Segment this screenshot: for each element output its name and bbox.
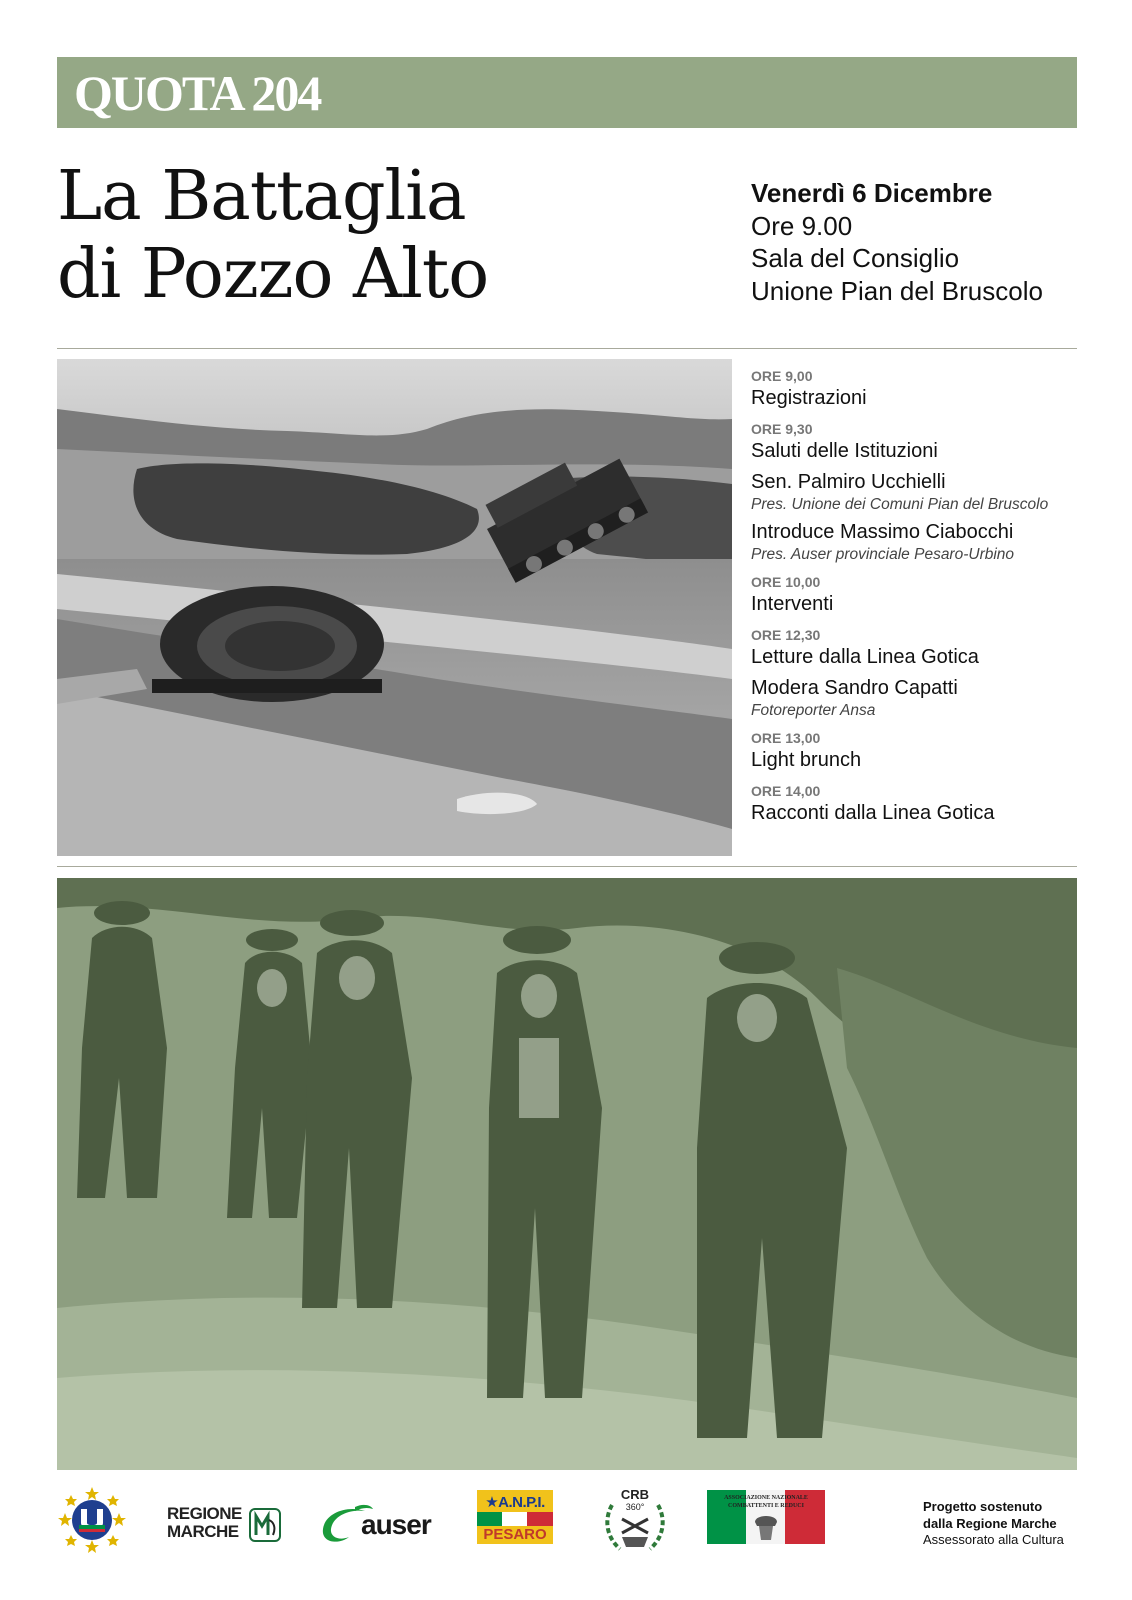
crb-360-logo (600, 1485, 670, 1555)
regione-marche-line2: MARCHE (167, 1522, 239, 1541)
ancr-logo (707, 1490, 825, 1544)
support-line1: Progetto sostenuto (923, 1499, 1043, 1514)
program-speaker: Sen. Palmiro Ucchielli (751, 471, 946, 493)
program-title: Interventi (751, 593, 834, 615)
divider-top (57, 348, 1077, 349)
event-venue: Sala del Consiglio (751, 243, 960, 273)
tank-photo-illustration (57, 359, 732, 856)
regione-marche-emblem-icon (249, 1508, 281, 1542)
auser-logo (315, 1499, 440, 1547)
ancr-line2: COMBATTENTI E REDUCI (728, 1503, 804, 1509)
ancr-line1: ASSOCIAZIONE NAZIONALE (724, 1495, 808, 1501)
anpi-pesaro-logo (477, 1490, 553, 1544)
regione-marche-line1: REGIONE (167, 1504, 242, 1523)
program-item (751, 367, 1091, 411)
support-text (923, 1499, 1093, 1549)
regione-marche-logo (167, 1505, 282, 1545)
program-time: ORE 13,00 (751, 730, 821, 746)
event-date: Venerdì 6 Dicembre (751, 178, 993, 208)
program-speaker-role: Pres. Unione dei Comuni Pian del Bruscolo (751, 496, 1049, 513)
event-info (751, 177, 1081, 307)
photo-soldiers-walking (57, 878, 1077, 1470)
program-speaker: Modera Sandro Capatti (751, 677, 958, 699)
program-time: ORE 9,30 (751, 421, 813, 437)
program-title: Saluti delle Istituzioni (751, 440, 938, 462)
photo-destroyed-tanks (57, 359, 732, 856)
header-banner (57, 57, 1077, 128)
program-speaker-role: Fotoreporter Ansa (751, 702, 876, 719)
program-item (751, 782, 1091, 826)
event-time: Ore 9.00 (751, 210, 853, 241)
title-line-1: La Battaglia (57, 157, 466, 236)
program-time: ORE 12,30 (751, 627, 821, 643)
program-speaker: Introduce Massimo Ciabocchi (751, 521, 1014, 543)
sponsor-logos (57, 1485, 1077, 1575)
program-time: ORE 10,00 (751, 574, 821, 590)
program-list (751, 367, 1091, 835)
auser-text: auser (361, 1509, 431, 1540)
program-title: Letture dalla Linea Gotica (751, 646, 979, 668)
program-item (751, 729, 1091, 773)
program-speaker-role: Pres. Auser provinciale Pesaro-Urbino (751, 546, 1015, 563)
event-place: Unione Pian del Bruscolo (751, 275, 1043, 306)
unione-pian-del-bruscolo-logo (57, 1485, 127, 1555)
program-title: Registrazioni (751, 387, 867, 409)
crb-sub-text: 360° (625, 1502, 645, 1512)
title-line-2: di Pozzo Alto (57, 235, 489, 314)
anpi-city: PESARO (483, 1526, 547, 1543)
crb-text: CRB (620, 1487, 650, 1502)
program-time: ORE 14,00 (751, 783, 821, 799)
support-line2: dalla Regione Marche (923, 1515, 1057, 1531)
program-item (751, 420, 1091, 564)
program-item (751, 573, 1091, 617)
ancr-emblem-icon (751, 1510, 781, 1542)
soldiers-photo-illustration (57, 878, 1077, 1470)
anpi-text: ★A.N.P.I. (485, 1494, 545, 1511)
anpi-flag-band (477, 1512, 553, 1526)
program-title: Racconti dalla Linea Gotica (751, 802, 995, 824)
support-line3: Assessorato alla Cultura (923, 1532, 1064, 1547)
divider-middle (57, 866, 1077, 867)
banner-title: QUOTA 204 (74, 65, 321, 121)
program-time: ORE 9,00 (751, 368, 813, 384)
program-title: Light brunch (751, 749, 862, 771)
page-title (57, 158, 697, 314)
program-item (751, 626, 1091, 720)
